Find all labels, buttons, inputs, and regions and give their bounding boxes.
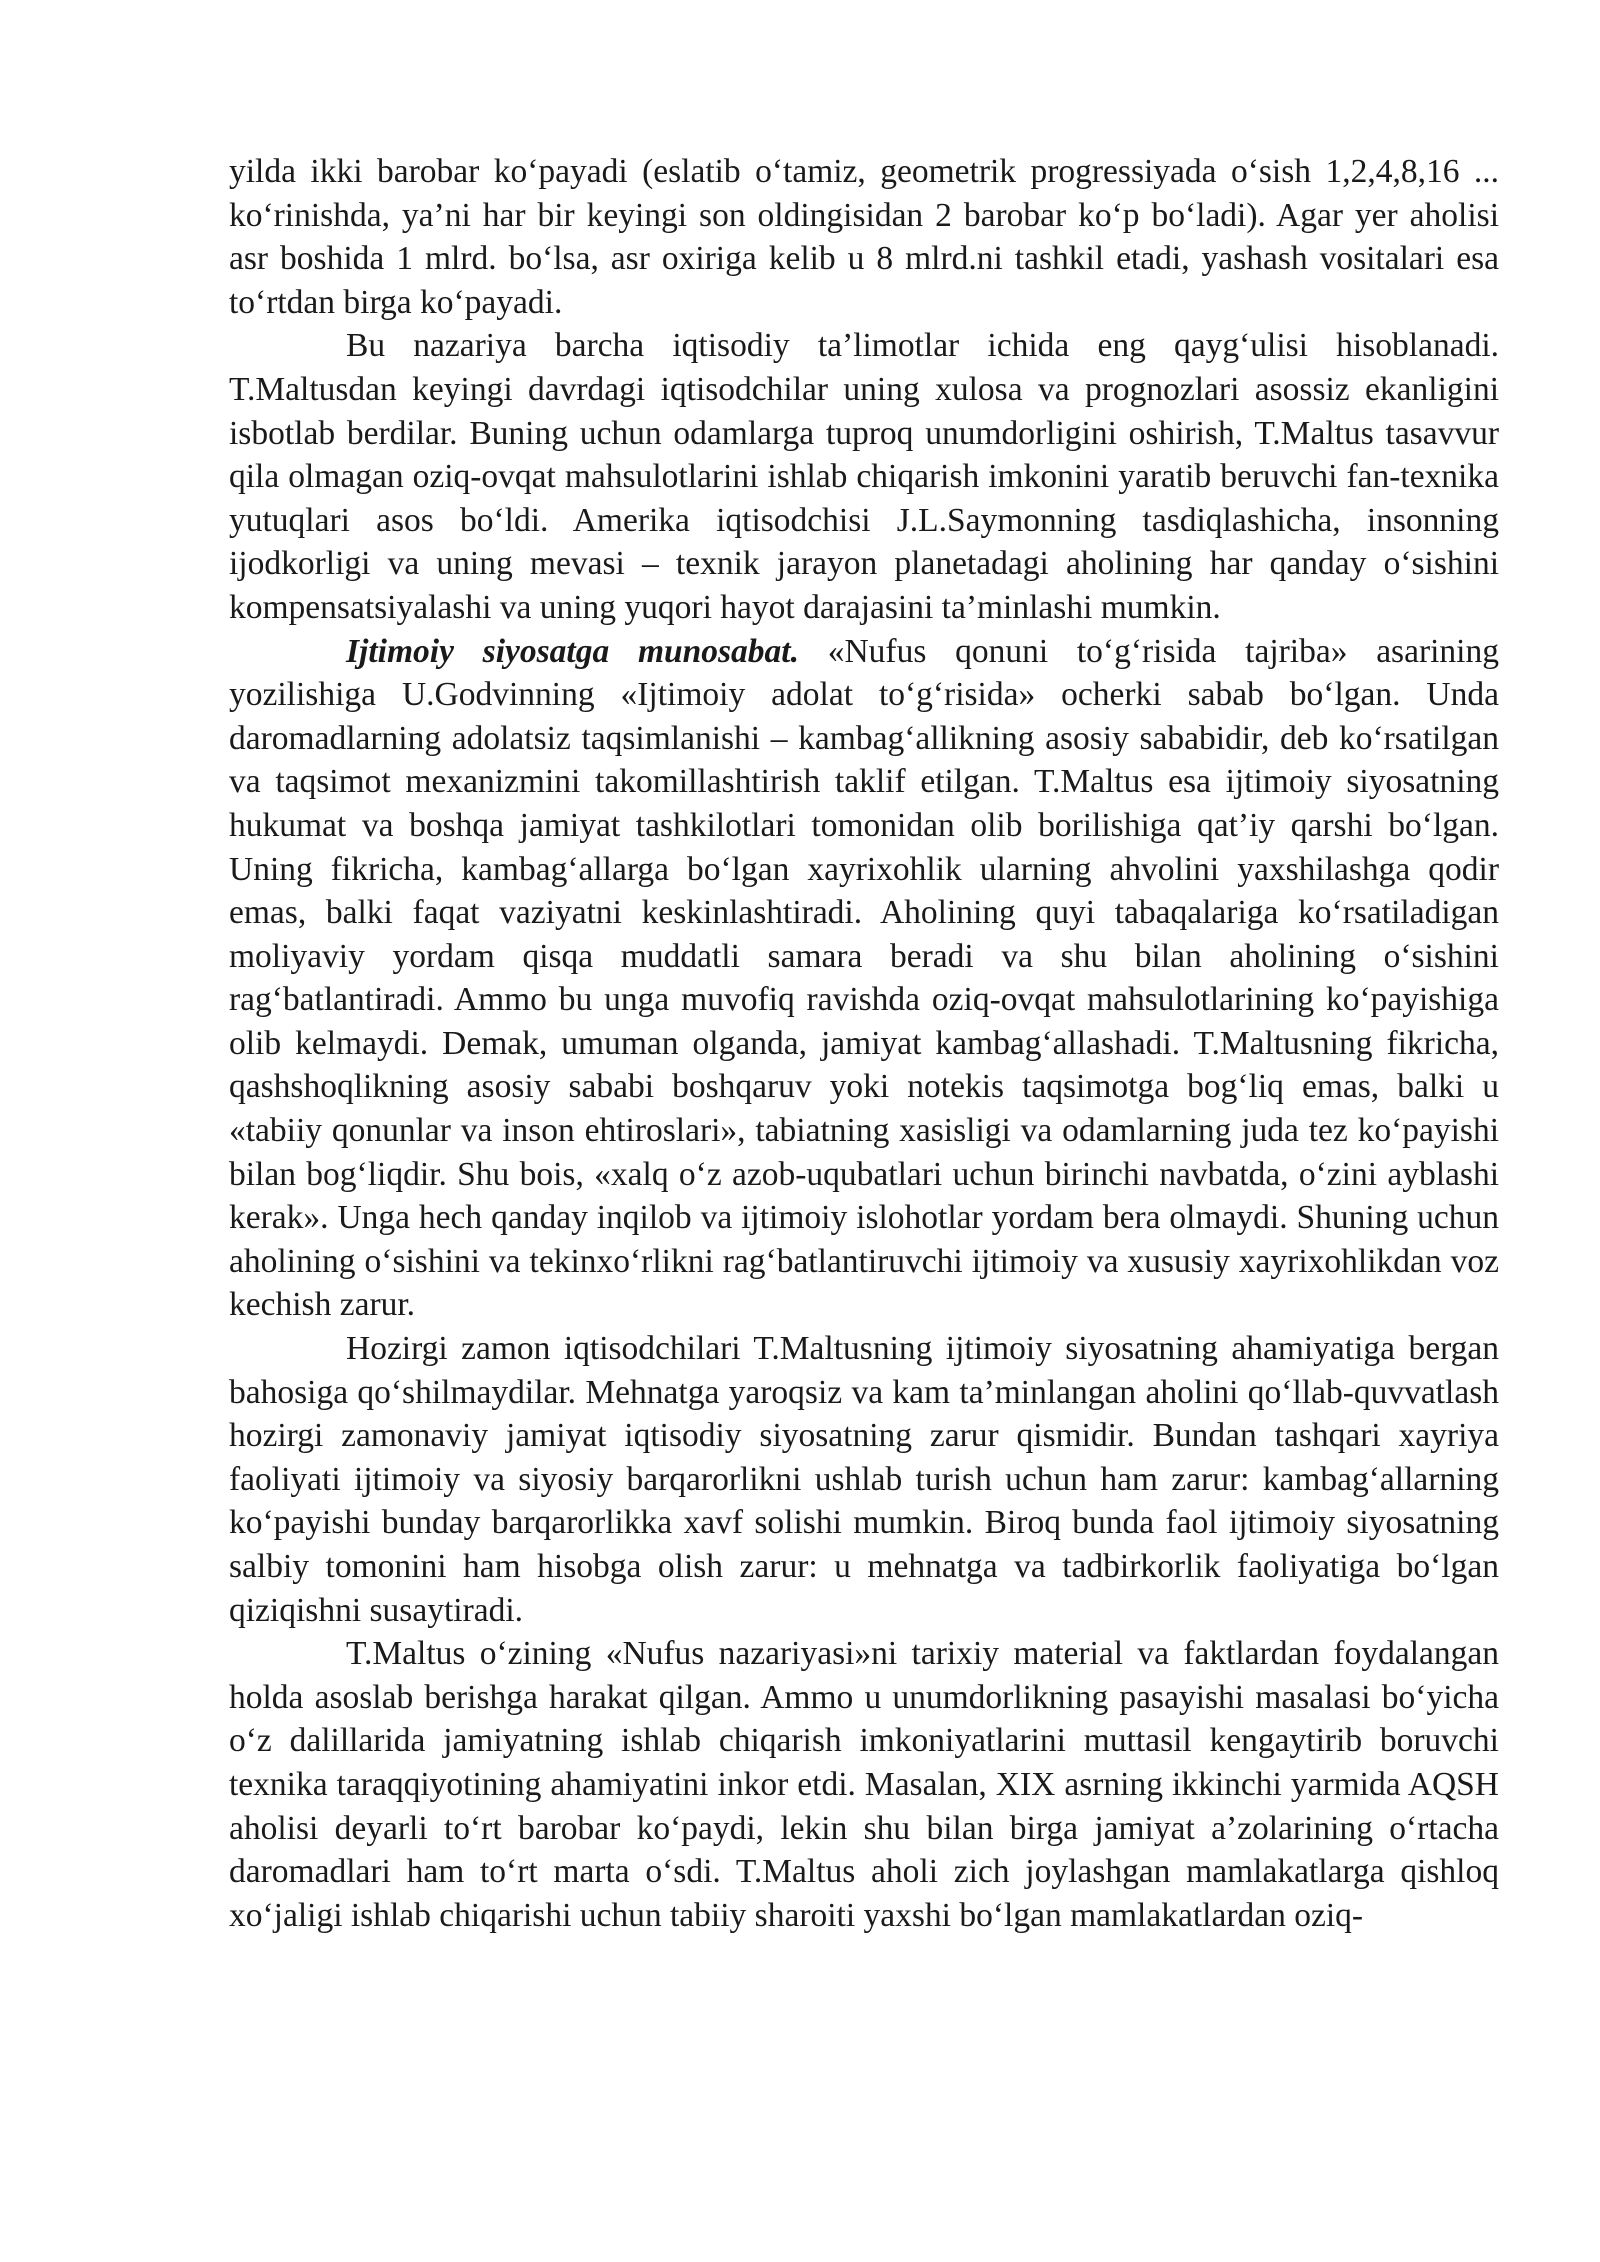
paragraph-3 <box>229 630 1499 1328</box>
paragraph-2-text: Bu nazariya barcha iqtisodiy ta’limotlar ichida eng qayg‘ulisi hisoblanadi. T.Maltusdan keyingi davrdagi iqtisodchilar uning xulosa va prognozlari asossiz ekanligini isbotlab berdilar. Buning uchun odamlarga tuproq unumdorligini oshirish, T.Maltus tasavvur qila olmagan oziq-ovqat mahsulotlarini ishlab chiqarish imkonini yaratib beruvchi fan-texnika yutuqlari asos bo‘ldi. Amerika iqtisodchisi J.L.Saymonning tasdiqlashicha, insonning ijodkorligi va uning mevasi – texnik jarayon planetadagi aholining har qanday o‘sishini kompensatsiyalashi va uning yuqori hayot darajasini ta’minlashi mumkin. <box>229 327 1499 626</box>
paragraph-4 <box>229 1327 1499 1632</box>
paragraph-1 <box>229 150 1499 324</box>
paragraph-2 <box>229 324 1499 629</box>
paragraph-4-text: Hozirgi zamon iqtisodchilari T.Maltusning ijtimoiy siyosatning ahamiyatiga bergan bahosiga qo‘shilmaydilar. Mehnatga yaroqsiz va kam ta’minlangan aholini qo‘llab-quvvatlash hozirgi zamonaviy jamiyat iqtisodiy siyosatning zarur qismidir. Bundan tashqari xayriya faoliyati ijtimoiy va siyosiy barqarorlikni ushlab turish uchun ham zarur: kambag‘allarning ko‘payishi bunday barqarorlikka xavf solishi mumkin. Biroq bunda faol ijtimoiy siyosatning salbiy tomonini ham hisobga olish zarur: u mehnatga va tadbirkorlik faoliyatiga bo‘lgan qiziqishni susaytiradi. <box>229 1330 1499 1629</box>
paragraph-5 <box>229 1632 1499 1937</box>
paragraph-3-text: «Nufus qonuni to‘g‘risida tajriba» asarining yozilishiga U.Godvinning «Ijtimoiy adolat to‘g‘risida» ocherki sabab bo‘lgan. Unda daromadlarning adolatsiz taqsimlanishi – kambag‘allikning asosiy sababidir, deb ko‘rsatilgan va taqsimot mexanizmini takomillashtirish taklif etilgan. T.Maltus esa ijtimoiy siyosatning hukumat va boshqa jamiyat tashkilotlari tomonidan olib borilishiga qat’iy qarshi bo‘lgan. Uning fikricha, kambag‘allarga bo‘lgan xayrixohlik ularning ahvolini yaxshilashga qodir emas, balki faqat vaziyatni keskinlashtiradi. Aholining quyi tabaqalariga ko‘rsatiladigan moliyaviy yordam qisqa muddatli samara beradi va shu bilan aholining o‘sishini rag‘batlantiradi. Ammo bu unga muvofiq ravishda oziq-ovqat mahsulotlarining ko‘payishiga olib kelmaydi. Demak, umuman olganda, jamiyat kambag‘allashadi. T.Maltusning fikricha, qashshoqlikning asosiy sababi boshqaruv yoki notekis taqsimotga bog‘liq emas, balki u «tabiiy qonunlar va inson ehtiroslari», tabiatning xasisligi va odamlarning juda tez ko‘payishi bilan bog‘liqdir. Shu bois, «xalq o‘z azob-uqubatlari uchun birinchi navbatda, o‘zini ayblashi kerak». Unga hech qanday inqilob va ijtimoiy islohotlar yordam bera olmaydi. Shuning uchun aholining o‘sishini va tekinxo‘rlikni rag‘batlantiruvchi ijtimoiy va xususiy xayrixohlikdan voz kechish zarur. <box>229 632 1499 1324</box>
paragraph-5-text: T.Maltus o‘zining «Nufus nazariyasi»ni tarixiy material va faktlardan foydalangan holda asoslab berishga harakat qilgan. Ammo u unumdorlikning pasayishi masalasi bo‘yicha o‘z dalillarida jamiyatning ishlab chiqarish imkoniyatlarini muttasil kengaytirib boruvchi texnika taraqqiyotining ahamiyatini inkor etdi. Masalan, XIX asrning ikkinchi yarmida AQSH aholisi deyarli to‘rt barobar ko‘paydi, lekin shu bilan birga jamiyat a’zolarining o‘rtacha daromadlari ham to‘rt marta o‘sdi. T.Maltus aholi zich joylashgan mamlakatlarga qishloq xo‘jaligi ishlab chiqarishi uchun tabiiy sharoiti yaxshi bo‘lgan mamlakatlardan oziq- <box>229 1635 1499 1934</box>
document-page <box>229 150 1499 1937</box>
paragraph-1-text: yilda ikki barobar ko‘payadi (eslatib o‘tamiz, geometrik progressiyada o‘sish 1,2,4,8,16 ... ko‘rinishda, ya’ni har bir keyingi son oldingisidan 2 barobar ko‘p bo‘ladi). Agar yer aholisi asr boshida 1 mlrd. bo‘lsa, asr oxiriga kelib u 8 mlrd.ni tashkil etadi, yashash vositalari esa to‘rtdan birga ko‘payadi. <box>229 153 1499 321</box>
paragraph-3-heading: Ijtimoiy siyosatga munosabat. <box>346 632 799 670</box>
